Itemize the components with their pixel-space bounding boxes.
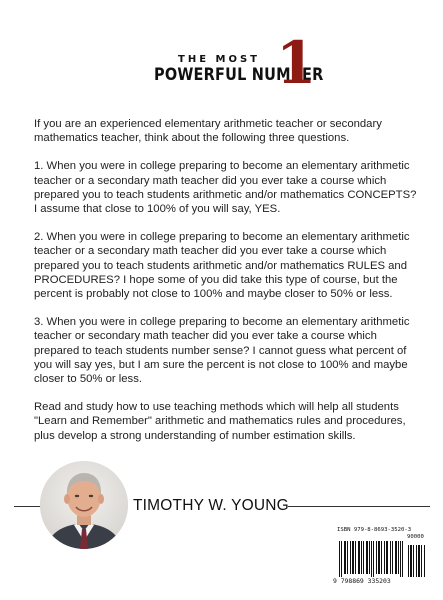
title-line-1: THE MOST xyxy=(178,54,260,65)
back-cover-text xyxy=(34,117,420,457)
author-name: TIMOTHY W. YOUNG xyxy=(133,497,289,514)
question-3-paragraph: 3. When you were in college preparing to become an elementary arithmetic teacher or secondary math teacher did you ever take a course which prepared to teach students number sense? I cannot guess what percent of you will say yes, but I am sure the percent is not close to 100% and maybe closer to 50% or less. xyxy=(34,316,410,386)
title-numeral: 1 xyxy=(276,29,317,97)
barcode-addon-number: 90000 xyxy=(407,534,424,540)
barcode-digits: 9 798869 335203 xyxy=(333,577,391,585)
question-2-paragraph: 2. When you were in college preparing to become an elementary arithmetic teacher or a secondary math teacher did you ever take a course which prepared you to teach students arithmetic and/or mathematics RULES and PROCEDURES? I hope some of you did take this type of course, but the percent is probably not close to 100% and maybe closer to 50% or less. xyxy=(34,231,410,301)
question-1-paragraph: 1. When you were in college preparing to become an elementary arithmetic teacher or a secondary math teacher did you ever take a course which prepared you to teach students arithmetic and/or mathematics CONCEPTS? I assume that close to 100% of you will say, YES. xyxy=(34,160,417,216)
cover-title xyxy=(0,29,443,108)
isbn-label: ISBN 979-8-8693-3520-3 xyxy=(337,527,412,533)
isbn-barcode xyxy=(333,525,431,587)
intro-paragraph: If you are an experienced elementary arithmetic teacher or secondary mathematics teacher, think about the following three questions. xyxy=(34,118,382,145)
author-photo xyxy=(40,461,128,549)
title-line-2: POWERFUL NUMBER xyxy=(154,66,324,85)
barcode-bars xyxy=(336,541,428,577)
closing-paragraph: Read and study how to use teaching methods which will help all students "Learn and Remember" arithmetic and mathematics rules and procedures, plus develop a strong understanding of number estimation skills. xyxy=(34,401,406,442)
